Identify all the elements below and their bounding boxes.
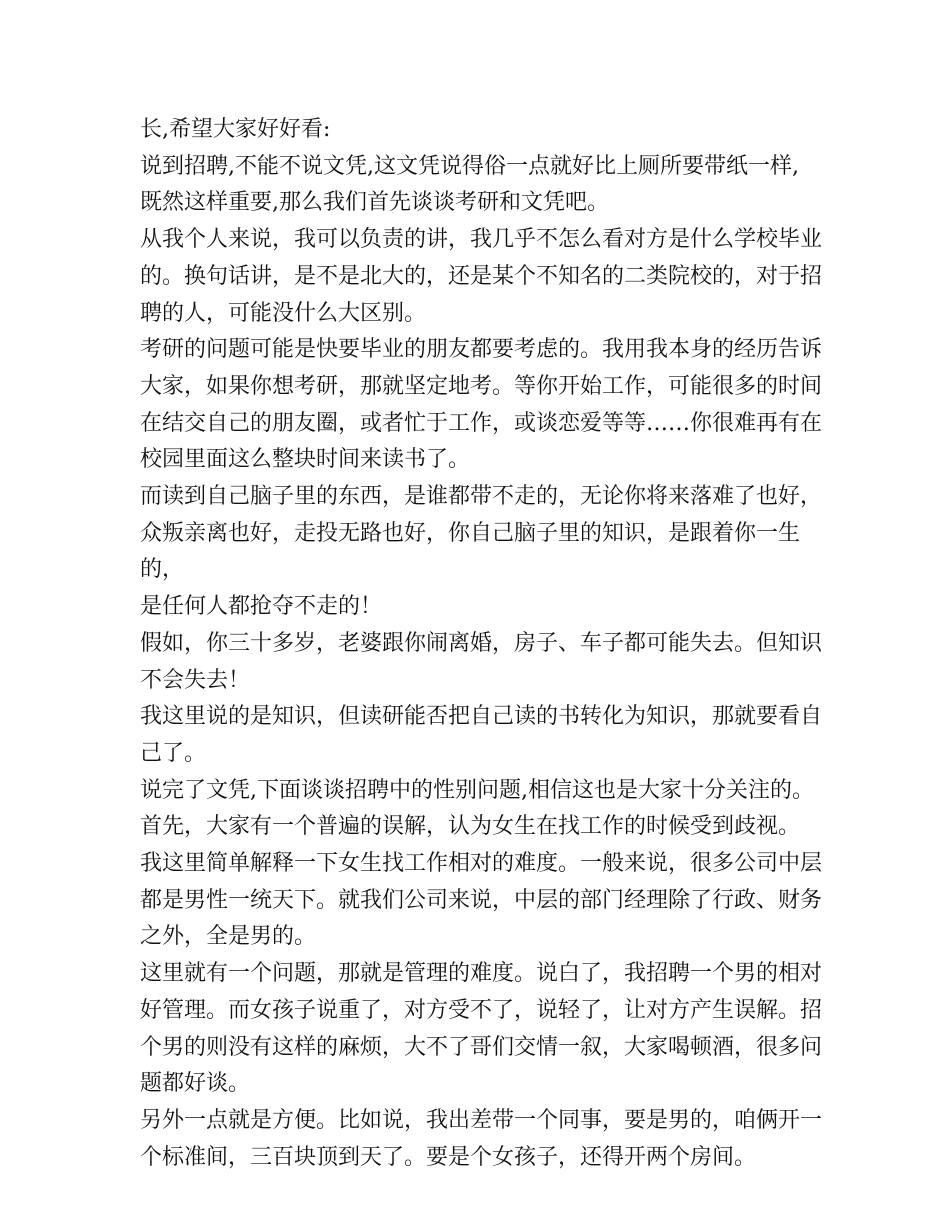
- paragraph-12: 另外一点就是方便。比如说，我出差带一个同事，要是男的，咱俩开一 个标准间，三百块顶到天了。要是个女孩子，还得开两个房间。: [140, 1107, 823, 1170]
- paragraph-7: 我这里说的是知识，但读研能否把自己读的书转化为知识，那就要看自 己了。: [140, 704, 823, 766]
- body-text: [140, 112, 840, 1176]
- paragraph-8: 说完了文凭,下面谈谈招聘中的性别问题,相信这也是大家十分关注的。: [140, 777, 814, 803]
- paragraph-1: 长,希望大家好好看:: [140, 117, 331, 142]
- paragraph-9: 首先，大家有一个普遍的误解，认为女生在找工作的时候受到歧视。: [140, 814, 801, 840]
- paragraph-10: 我这里简单解释一下女生找工作相对的难度。一般来说，很多公司中层 都是男性一统天下。就我们公司来说，中层的部门经理除了行政、财务 之外，全是男的。: [140, 851, 823, 950]
- paragraph-6: 假如，你三十多岁，老婆跟你闹离婚，房子、车子都可能失去。但知识 不会失去！: [140, 630, 823, 693]
- paragraph-3: 从我个人来说，我可以负责的讲，我几乎不怎么看对方是什么学校毕业 的。换句话讲，是不是北大的，还是某个不知名的二类院校的，对于招 聘的人，可能没什么大区别。: [140, 227, 823, 326]
- paragraph-2: 说到招聘,不能不说文凭,这文凭说得俗一点就好比上厕所要带纸一样, 既然这样重要,那么我们首先谈谈考研和文凭吧。: [140, 153, 799, 216]
- paragraph-4: 考研的问题可能是快要毕业的朋友都要考虑的。我用我本身的经历告诉 大家，如果你想考研，那就坚定地考。等你开始工作，可能很多的时间 在结交自己的朋友圈，或者忙于工作，或谈恋爱等等……你很难再有在 校园里面这么整块时间来读书了。: [140, 337, 823, 473]
- paragraph-5: 而读到自己脑子里的东西，是谁都带不走的，无论你将来落难了也好， 众叛亲离也好，走投无路也好，你自己脑子里的知识，是跟着你一生的， 是任何人都抢夺不走的！: [140, 484, 823, 620]
- paragraph-11: 这里就有一个问题，那就是管理的难度。说白了，我招聘一个男的相对 好管理。而女孩子说重了，对方受不了，说轻了，让对方产生误解。招 个男的则没有这样的麻烦，大不了哥们交情一叙，大家喝顿酒，很多问 题都好谈。: [140, 961, 823, 1097]
